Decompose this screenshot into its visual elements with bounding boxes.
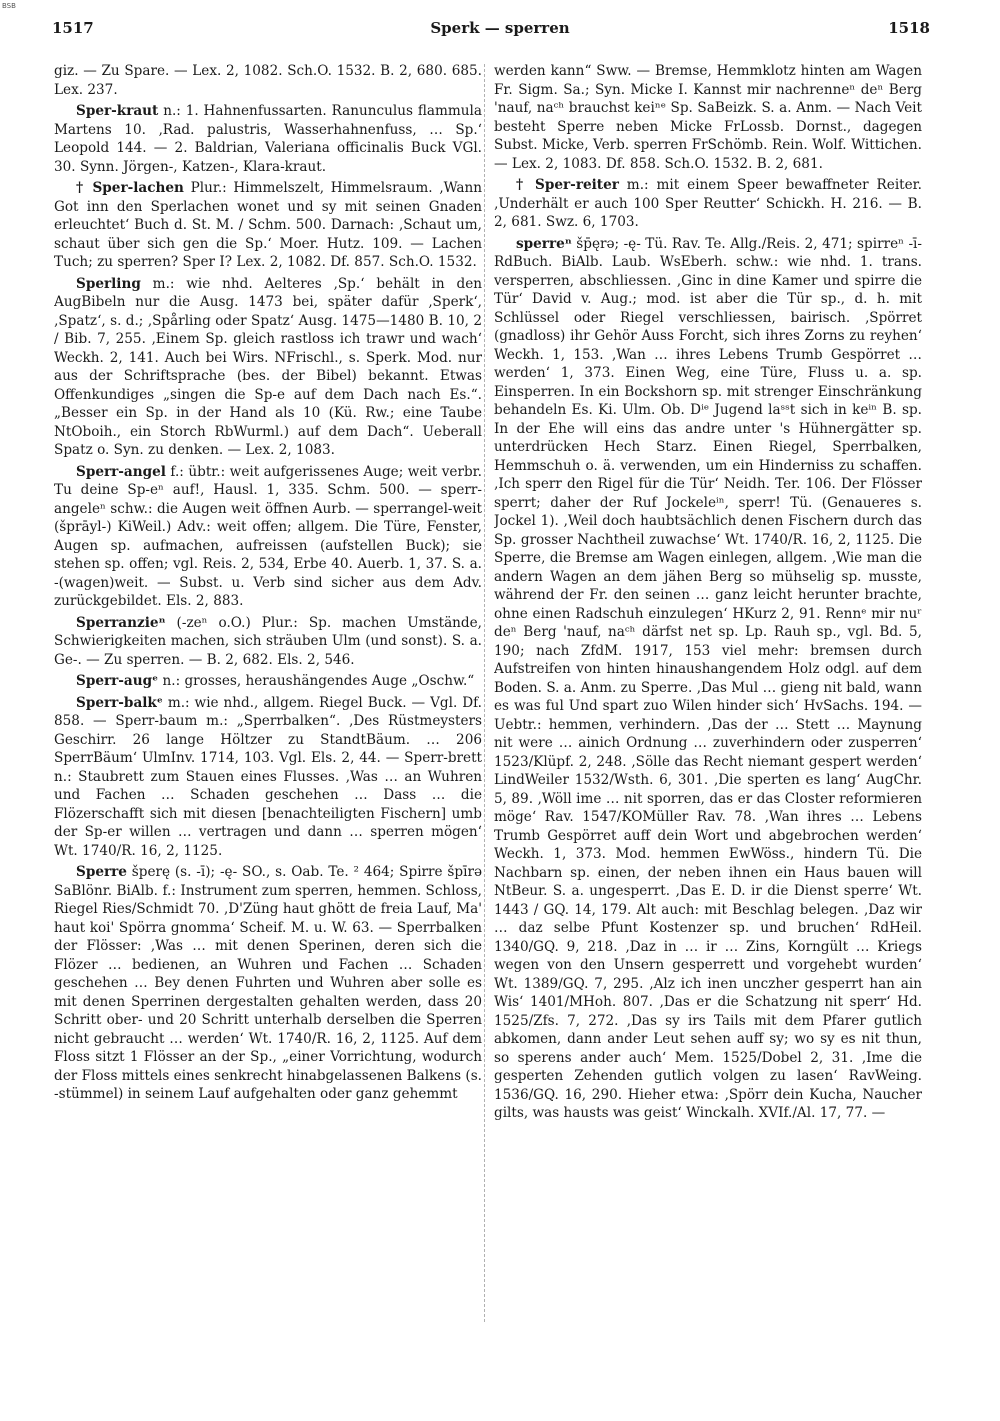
entry-body: m.: mit einem Speer bewaffneter Reiter. ‚Underhält er auch 100 Sper Reutter‘ Schickh. H. 216. — B. 2, 681. Swz. 6, 1703.	[494, 177, 922, 230]
entry-lemma: Sperre	[76, 864, 127, 880]
page-number-left: 1517	[52, 19, 94, 37]
entry-lemma: Sperling	[76, 275, 141, 292]
entry-body: (-zeⁿ o.O.) Plur.: Sp. machen Umstände, Schwierigkeiten machen, sich sträuben Ulm (und sonst). S. a. Ge-. — Zu sperren. — B. 2, 682. Els. 2, 546.	[54, 614, 482, 668]
dictionary-entry	[494, 176, 922, 232]
right-column	[494, 62, 922, 1324]
dictionary-entry	[54, 614, 482, 670]
entry-body: Plur.: Himmelszelt, Himmelsraum. ‚Wann Got inn den Sperlachen wonet und sy mit seinen Gnaden erleuchtet‘ Buch d. St. M. / Schm. 500. Darnach: ‚Schaut um, schaut über sich gen die Sp.‘ Moer. Hutz. 109. — Lachen Tuch; zu sperren? Sper I? Lex. 2, 1082. Df. 857. Sch.O. 1532.	[54, 180, 482, 270]
scan-tag: BSB	[2, 2, 16, 10]
dictionary-entry	[494, 235, 922, 1123]
dictionary-entry	[54, 672, 482, 691]
entry-lemma: † Sper-reiter	[516, 177, 619, 193]
entry-body: šperę (s. -ī); -ę- SO., s. Oab. Te. ² 464; Spirre špīrə SaBlönr. BiAlb. f.: Instrument zum sperren, hemmen. Schloss, Riegel Ries/Schmidt 70. ‚D'Züng haut ghött de freia Lauf, Ma' haut koi' Spörra gnomma‘ Scheif. M. u. W. 63. — Sperrbalken der Flösser: ‚Was … mit denen Sperinen, deren sich die Flözer … bedienen, an Wuhren und Fachen … Schaden geschehen … Bey denen Fuhrten und Wuhren aber solle es mit denen Sperrinen dergestalten gehalten werden, dass 20 Schritt ober- und 20 Schritt unterhalb derselben die Sperren nicht gebraucht … werden‘ Wt. 1740/R. 16, 2, 1125. Auf dem Floss sitzt 1 Flösser an der Sp., „einer Vorrichtung, wodurch der Floss mittels eines senkrecht hinabgelassenen Balkens (s. -stümmel) in seinem Lauf aufgehalten oder ganz gehemmt	[54, 864, 482, 1102]
entry-lemma: sperreⁿ	[516, 235, 572, 252]
dictionary-entry	[54, 179, 482, 272]
entry-body: giz. — Zu Spare. — Lex. 2, 1082. Sch.O. 1532. B. 2, 680. 685. Lex. 237.	[54, 63, 482, 98]
page-header	[0, 19, 1000, 41]
dictionary-entry	[54, 463, 482, 611]
entry-body: m.: wie nhd., allgem. Riegel Buck. — Vgl. Df. 858. — Sperr-baum m.: „Sperrbalken“. ‚Des Rüstmeysters Geschirr. 26 lange Höltzer zu StandtBäum. … 206 SperrBäum‘ UlmInv. 1714, 103. Vgl. Els. 2, 44. — Sperr-brett n.: Staubrett zum Stauen eines Flusses. ‚Was … an Wuhren und Fachen … Schaden geschehen … Dass … die Flözerschafft sich mit diesen [benachteiligten Fischern] umb der Sp-er willen … vertragen und dann … sperren mögen‘ Wt. 1740/R. 16, 2, 1125.	[54, 694, 482, 859]
dictionary-entry	[54, 863, 482, 1104]
entry-body: šp̄ęrə; -ę- Tü. Rav. Te. Allg./Reis. 2, 471; spirreⁿ -ī- RdBuch. BiAlb. Laub. WsEberh. schw.: wie nhd. 1. trans. versperren, abschliessen. ‚Ginc in dine Kamer und spirre die Tür‘ David v. Aug.; mod. ist aber die Tür sp., d. h. mit Schlüssel oder Riegel verschliessen, bairisch. ‚Spörret (gnadloss) ihr Gehör Auss Forcht, sich ihres Zorns zu reyhen‘ Weckh. 1, 153. ‚Wan … ihres Lebens Trumb Gespörret … werden‘ 1, 373. Einen Weg, eine Türe, Fluss u. a. sp. Einsperren. In ein Bockshorn sp. mit strenger Einschränkung behandeln Es. Ki. Ulm. Ob. Dⁱᵉ Jugend laˢˢt sich in keⁱⁿ B. sp. In der Ehe will eins das andre unter 's Hühnergätter sp. unterdrücken Hech Starz. Einen Riegel, Sperrbalken, Hemmschuh o. ä. verwenden, um ein Hinderniss zu schaffen. ‚Ich sperr den Rigel für die Tür‘ Neidh. Ter. 106. Der Flösser sperrt; daher der Ruf Jockeleⁱⁿ, sperr! Tü. (Genaueres s. Jockel 1). ‚Weil doch haubtsächlich denen Fischern durch das Sp. grosser Nachtheil zuwachse‘ Wt. 1740/R. 16, 2, 1125. Die Sperre, die Bremse am Wagen einlegen, allgem. ‚Wie man die andern Wagen an dem jähen Berg so mühselig sp. musste, während der Fr. den seinen … ganz leicht herunter brachte, ohne einen Radschuh einzulegen‘ HKurz 2, 91. Rennᵉ mir nuʳ deⁿ Berg 'nauf, naᶜʰ därfst net sp. Lp. Rauh sp., vgl. Bd. 5, 190; nach ZfdM. 1917, 153 viel mehr: bremsen durch Aufstreifen von hinten hinaushangendem Holz odgl. auf dem Boden. S. a. Anm. zu Sperre. ‚Das Mul … gieng nit bald, wann es was ful Und spart zuo Wilen hinder sich‘ HvSachs. 194. — Uebtr.: hemmen, verhindern. ‚Das der … Stett … Maynung nit were … ainich Ordnung … zuverhindern oder zusperren‘ 1523/Klüpf. 2, 248. ‚Sölle das Recht niemant gespert werden‘ LindWeiler 1532/Wsth. 6, 301. ‚Die sperten es lang‘ AugChr. 5, 89. ‚Wöll ime … nit sporren, das er das Closter reformieren möge‘ Rav. 1547/KOMüller Rav. 78. ‚Wan ihres … Lebens Trumb Gespörret auff dein Wort und abgebrochen werden‘ Weckh. 1, 373. Mod. hemmen EwWöss., hindern Tü. Die Nachbarn sp. einen, der neben ihnen ein Haus bauen will NtBeur. S. a. ungesperrt. ‚Das E. D. ir die Dienst sperre‘ Wt. 1443 / GQ. 14, 179. Alt auch: mit Beschlag belegen. ‚Daz wir … daz selbe Pfunt Kostenzer sp. und bruchen‘ RdHeil. 1340/GQ. 9, 218. ‚Daz in … ir … Zins, Korngült … Kriegs wegen von den Unsern gesperrett und vorgehebt wurden‘ Wt. 1389/GQ. 7, 295. ‚Alz ich inen unczher gesperrt han ain Wis‘ 1401/MHoh. 807. ‚Das er die Schatzung nit sperr‘ Hd. 1525/Zfs. 7, 272. ‚Das sy irs Tails mit dem Pfarer gutlich abkomen, dann ander Leut sehen auff sy; wo sy es nit thun, so sperens ander auch‘ Mem. 1525/Dobel 2, 31. ‚Ime die gesperten Zehenden gutlich volgen zu lasen‘ RavWeing. 1536/GQ. 16, 290. Hieher etwa: ‚Spörr dein Kucha, Naucher gilts, was hausts was geist‘ Winckalh. XVIf./Al. 17, 77. —	[494, 235, 922, 1121]
page-number-right: 1518	[888, 19, 930, 37]
running-title: Sperk — sperren	[430, 19, 570, 37]
entry-lemma: Sperr-angel	[76, 463, 166, 480]
entry-body: werden kann“ Sww. — Bremse, Hemmklotz hinten am Wagen Fr. Sigm. Sa.; Syn. Micke I. Kannst mir nachrenneⁿ deⁿ Berg 'nauf, naᶜʰ brauchst keiⁿᵉ Sp. SaBeizk. S. a. Anm. — Nach Veit besteht Sperre neben Micke FrLossb. Dornst., dagegen Subst. Micke, Verb. sperren FrSchömb. Rein. Wolf. Wittichen. — Lex. 2, 1083. Df. 858. Sch.O. 1532. B. 2, 681.	[494, 63, 922, 172]
entry-lemma: Sperranzieⁿ	[76, 614, 166, 631]
dictionary-entry	[54, 694, 482, 861]
entry-body: n.: 1. Hahnenfussarten. Ranunculus flammula Martens 10. ‚Rad. palustris, Wasserhahnenfuss, … Sp.‘ Leopold 144. — 2. Baldrian, Valeriana officinalis Buck VGl. 30. Synn. Jörgen-, Katzen-, Klara-kraut.	[54, 103, 482, 175]
entry-lemma: † Sper-lachen	[76, 180, 184, 196]
column-divider	[484, 64, 485, 1322]
dictionary-entry	[54, 275, 482, 460]
entry-body: m.: wie nhd. Aelteres ‚Sp.‘ behält in den AugBibeln nur die Ausg. 1473 bei, später dafür ‚Sperk‘, ‚Spatz‘, s. d.; ‚Spårling oder Spatz‘ Ausg. 1475—1480 B. 10, 2 / Bib. 7, 255. ‚Einem Sp. gleich rastloss ich trawr und wach‘ Weckh. 2, 141. Auch bei Wirs. NFrischl., s. Sperk. Mod. nur aus der Schriftsprache (bes. der Bibel) bekannt. Etwas Offenkundiges „singen die Sp-e auf dem Dach nach Es.“. „Besser ein Sp. in der Hand als 10 (Kü. Rw.; eine Taube NtOboih., ein Storch RbWurml.) auf dem Dach“. Ueberall Spatz o. Syn. zu denken. — Lex. 2, 1083.	[54, 275, 482, 458]
entry-body: n.: grosses, heraushängendes Auge „Oschw.“	[158, 673, 475, 689]
entry-lemma: Sperr-balkᵉ	[76, 694, 163, 711]
entry-lemma: Sperr-augᵉ	[76, 673, 159, 689]
dictionary-entry	[54, 102, 482, 176]
left-column	[54, 62, 482, 1324]
entry-lemma: Sper-kraut	[76, 103, 159, 119]
entry-body: f.: übtr.: weit aufgerissenes Auge; weit verbr. Tu deine Sp-eⁿ auf!, Hausl. 1, 335. Schm. 500. — sperr-angeleⁿ schw.: die Augen weit öffnen Aurb. — sperrangel-weit (šprāyl-) KiWeil.) Adv.: weit offen; allgem. Die Türe, Fenster, Augen sp. aufmachen, aufreissen (aufstellen Buck); sie stehen sp. offen; vgl. Reis. 2, 534, Erbe 40. Auerb. 1, 37. S. a. -(wagen)weit. — Subst. u. Verb sind sicher aus dem Adv. zurückgebildet. Els. 2, 883.	[54, 463, 482, 609]
continuation-text	[494, 62, 922, 173]
continuation-text	[54, 62, 482, 99]
